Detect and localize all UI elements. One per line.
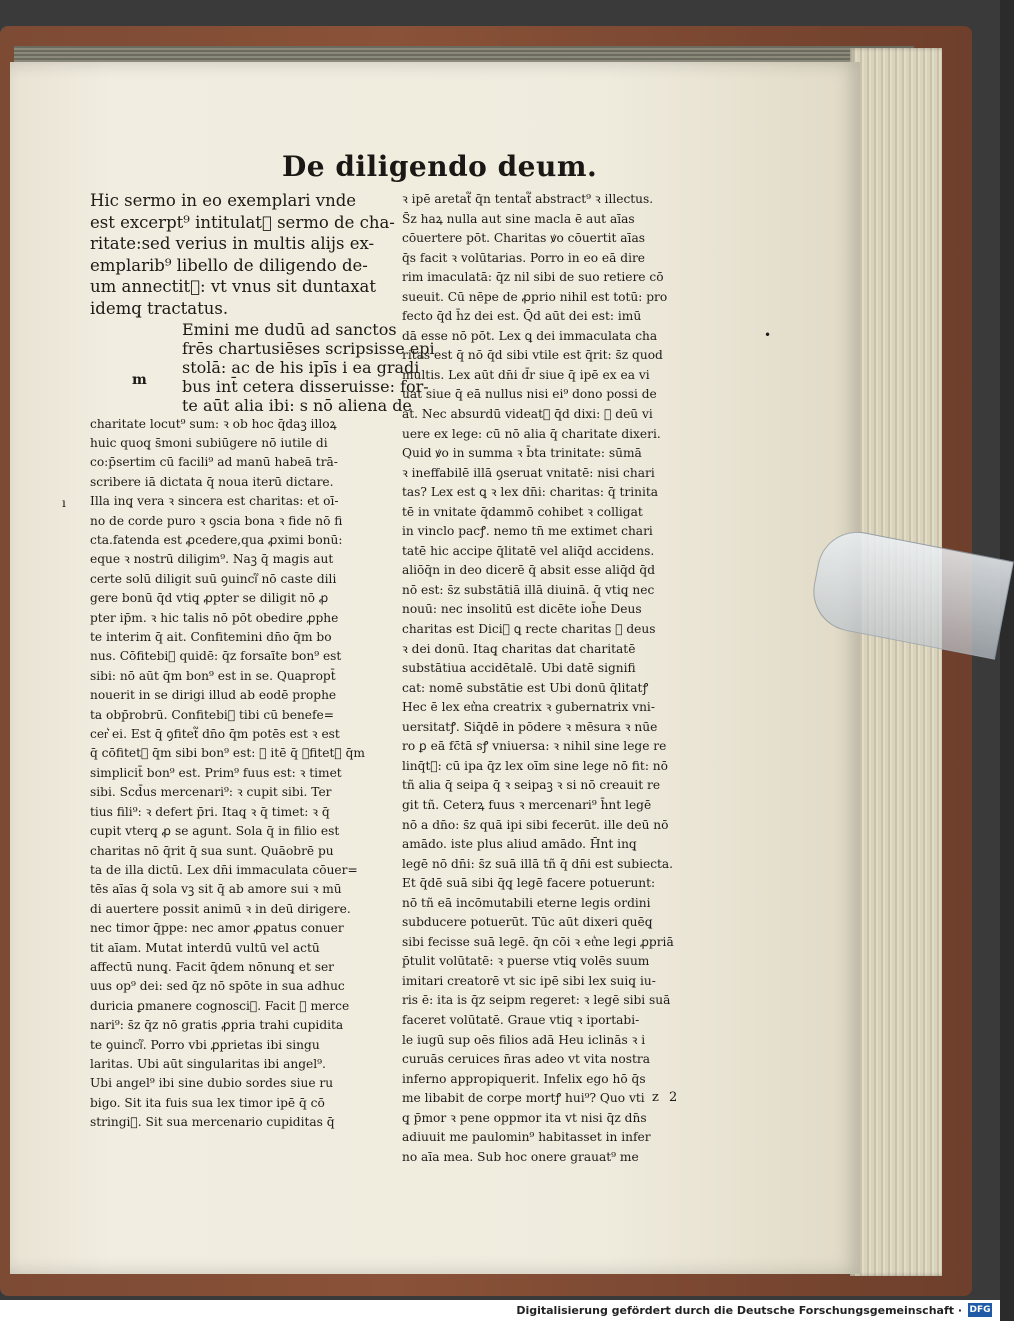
text-line: frēs chartusiēses scripsisse epi [182, 338, 435, 358]
text-line: sibi: nō aūt q̄m bon⁹ est in se. Quapropt̄ [90, 668, 336, 683]
text-line: ro ꝑ eā fc̄tā sꝭ vniuersa: ꝛ nihil sine lege re [402, 739, 667, 754]
text-line: nari⁹: s̄z q̄z nō gratis ꝓpria trahi cupidita [90, 1018, 344, 1033]
text-line: adiuuit me paulomin⁹ habitasset in infer [402, 1130, 651, 1145]
text-line: substātiua accidētalē. Ubi datē signifi [402, 661, 636, 676]
dfg-logo: DFG [969, 1305, 991, 1315]
text-line: uere ex lege: cū nō alia q̄ charitate dixeri. [402, 426, 661, 441]
text-line: sueuit. Cū nēpe de ꝓprio nihil est totū: pro [402, 289, 668, 304]
text-line: q̧ p̄mor ꝛ pene oppmor ita vt nisi q̄z dn̄s [402, 1110, 647, 1125]
text-line: nec timor q̄ppe: nec amor ꝓpatus conuer [90, 921, 344, 936]
text-line: legē nō dn̄i: s̄z suā illā tñ q̄ dn̄i est subiecta. [402, 856, 674, 871]
text-line: tēs aīas q̄ sola vꝫ sit q̄ ab amore sui ꝛ mū [90, 882, 342, 897]
page-fore-edge [850, 48, 942, 1276]
text-line: tius fili⁹: ꝛ defert p̄ri. Itaq̧ ꝛ q̄ timet: ꝛ q̄ [90, 804, 330, 819]
indented-paragraph [90, 319, 435, 415]
text-line: cat: nomē substātie est Ubi donū q̄litatꝭ [402, 680, 649, 695]
text-line: imitari creatorē vt sic ipē sibi lex suiq̧ iu- [402, 973, 656, 988]
text-line: stringi᷑. Sit sua mercenario cupiditas q̄ [90, 1115, 335, 1130]
text-line: Ubi angel⁹ ibi sine dubio sordes siue ru [90, 1076, 334, 1091]
text-line: cupit vterq̧ ꝓ se agunt. Sola q̄ in filio est [90, 824, 340, 839]
text-line: charitate locut⁹ sum: ꝛ ob hoc q̄daꝫ illoꝝ [90, 416, 337, 431]
text-line: Emini me dudū ad sanctos [182, 319, 397, 339]
text-line: eque ꝛ nostrū diligim⁹. Naꝫ q̄ magis aut [90, 552, 334, 567]
text-line: uersitatꝭ. Siq̄dē in pōdere ꝛ mēsura ꝛ nūe [402, 719, 658, 734]
text-line: me libabit de corpe mortꝭ hui⁹? Quo vti [402, 1091, 645, 1106]
text-line: tatē hic accipe q̄litatē vel aliq̄d accidens. [402, 543, 655, 558]
text-line: Hec ē lex et͛na creatrix ꝛ gubernatrix vni- [402, 700, 655, 715]
text-line: emplarib⁹ libello de diligendo de- [90, 255, 368, 275]
text-line: ris ē: ita is q̄z seipm regeret: ꝛ legē sibi suā [402, 993, 671, 1008]
text-line: Et q̄dē suā sibi q̄q̧ legē facere potuerunt: [402, 876, 656, 891]
text-line: Hic sermo in eo exemplari vnde [90, 191, 357, 210]
text-line: bigo. Sit ita fuis sua lex timor ipē q̄ cō [90, 1095, 325, 1110]
text-line: huic quoq̧ s̄moni subiūgere nō iutile di [90, 435, 328, 450]
text-line: cta.fatenda est ꝓcedere,qua ꝓximi bonū: [90, 533, 343, 547]
text-line: no de corde puro ꝛ ꝯscia bona ꝛ fide nō fi [90, 513, 343, 528]
text-line: git tñ. Ceterꝝ fuus ꝛ mercenari⁹ h̄nt legē [402, 797, 652, 812]
text-line: certe solū diligit suū ꝯuinci᷑ nō caste dili [90, 571, 337, 586]
text-line: ritas est q̄ nō q̄d sibi vtile est q̄rit: s̄z quod [402, 348, 663, 363]
footer-bar [0, 1300, 1000, 1321]
text-line: nus. Cōfitebi᷑ quidē: q̄z forsaīte bon⁹ est [90, 649, 342, 664]
text-line: te ꝯuinci᷑. Porro vbi ꝓprietas ibi singu [90, 1037, 320, 1052]
text-line: charitas est Dici᷑ ꝗ recte charitas ꝛ deus [402, 622, 656, 637]
text-line: te aūt alia ibi: s nō aliena de [182, 395, 412, 415]
text-line: gere bonū q̄d vtiq̧ ꝓpter se diligit nō ꝓ [90, 591, 329, 606]
text-line: nō tñ eā incōmutabili eterne legis ordini [402, 895, 651, 910]
text-line: nō a dn̄o: s̄z quā ipi sibi fecerūt. ille deū nō [402, 817, 669, 832]
text-line: uus op⁹ dei: sed q̄z nō spōte in sua adhuc [90, 979, 345, 994]
text-line: tē in vnitate q̄dammō cohibet ꝛ colligat [402, 504, 643, 519]
text-line: linq̄t᷑: cū ipa q̄z lex oīm sine lege nō fit: nō [402, 758, 668, 773]
text-line: amādo. iste plus aliud amādo. H̄nt inq̧ [402, 837, 637, 852]
text-line: te interim q̄ ait. Confitemini dn̄o q̄m bo [90, 630, 332, 645]
text-line: charitas nō q̄rit q̄ sua sunt. Quāobrē pu [90, 843, 334, 858]
text-line: ta de illa dictū. Lex dn̄i immaculata cōuer= [90, 862, 358, 877]
left-body-text [90, 415, 395, 1133]
text-line: laritas. Ubi aūt singularitas ibi angel⁹. [90, 1056, 326, 1071]
text-line: inferno appropiquerit. Infelix ego hō q̄s [402, 1071, 646, 1086]
signature-mark: z 2 [652, 1090, 681, 1105]
text-line: tas? Lex est ꝗ ꝛ lex dn̄i: charitas: q̄ trinita [402, 485, 659, 500]
text-line: est excerpt⁹ intitulat᷑ sermo de cha- [90, 212, 395, 232]
text-line: curuās ceruices n̄ras adeo vt vita nostra [402, 1052, 650, 1067]
text-line: at. Nec absurdū videat᷑ q̄d dixi: ꝛ deū vi [402, 407, 653, 422]
text-line: rim imaculatā: q̄z nil sibi de suo retiere cō [402, 270, 664, 285]
text-line: sibi. Scd̄us mercenari⁹: ꝛ cupit sibi. Ter [90, 785, 332, 800]
text-line: ta obp̄robrū. Confitebi᷑ tibi cū benefe= [90, 707, 334, 722]
text-line: cōuertere pōt. Charitas ꝟo cōuertit aīas [402, 231, 645, 246]
text-line: simplicit̄ bon⁹ est. Prim⁹ fuus est: ꝛ timet [90, 765, 342, 780]
text-line: ritate:sed verius in multis alijs ex- [90, 234, 375, 254]
text-line: stolā: ac de his ipīs i ea gradi [182, 357, 420, 377]
intro-paragraph [90, 190, 395, 320]
margin-mark: ı [62, 496, 66, 510]
text-line: Quid ꝟo in summa ꝛ b̄ta trinitate: sūmā [402, 446, 642, 461]
footer-text: Digitalisierung gefördert durch die Deutsche Forschungsgemeinschaft · [516, 1304, 962, 1317]
text-line: p̄tulit volūtatē: ꝛ puerse vtiq̧ volēs suum [402, 954, 650, 969]
text-line: um annectit᷑: vt vnus sit duntaxat [90, 277, 377, 297]
text-line: ꝛ ipē aretat᷑ q̄n tentat᷑ abstract⁹ ꝛ illectus. [402, 192, 654, 206]
text-line: le iugū sup oēs filios adā Heu iclinās ꝛ i [402, 1032, 646, 1047]
page-heading: De diligendo deum. [282, 150, 598, 183]
text-line: aliōq̄n in deo dicerē q̄ absit esse aliq̄d q̄d [402, 563, 656, 578]
text-line: in vinclo pacꝭ. nemo tn̄ me extimet chari [402, 524, 653, 539]
text-line: q̄s facit ꝛ volūtarias. Porro in eo eā dire [402, 250, 646, 265]
text-line: scribere iā dictata q̄ noua iterū dictare. [90, 474, 334, 489]
text-line: multis. Lex aūt dn̄i d̄r siue q̄ ipē ex ea vi [402, 367, 650, 382]
text-line: q̄ cōfitet᷑ q̄m sibi bon⁹ est: ꝛ itē q̄ ꝯfitet᷑ q̄m [90, 746, 365, 761]
text-line: affectū nunq̧. Facit q̄dem nōnunq̧ et ser [90, 959, 335, 974]
text-line: sibi fecisse suā legē. q̄n cōi ꝛ et͛ne legi ꝓpriā [402, 934, 674, 949]
text-line: pter ip̄m. ꝛ hic talis nō pōt obedire ꝓphe [90, 610, 339, 625]
text-line: co:p̄sertim cū facili⁹ ad manū habeā trā- [90, 455, 338, 470]
text-line: nouū: nec insolitū est dicēte ioh̄e Deus [402, 602, 642, 617]
margin-mark: • [764, 328, 772, 342]
text-line: Illa inq̧ vera ꝛ sincera est charitas: et oī- [90, 494, 339, 509]
text-line: cer͛ ei. Est q̄ ꝯfitet᷑ dn̄o q̄m potēs est ꝛ est [90, 727, 340, 742]
text-line: ꝛ dei donū. Itaq̧ charitas dat charitatē [402, 641, 636, 656]
text-line: duricia ꝑmanere cognosci᷑. Facit ꝛ merce [90, 998, 350, 1013]
text-line: no aīa mea. Sub hoc onere grauat⁹ me [402, 1149, 639, 1164]
text-line: subducere potuerūt. Tūc aūt dixeri quēq̧ [402, 915, 653, 930]
text-line: nō est: s̄z substātiā illā diuinā. q̄ vtiq̧ nec [402, 582, 655, 597]
left-text-column [90, 190, 435, 1133]
text-line: fecto q̄d h̄z dei est. Q̄d aūt dei est: imū [402, 309, 642, 324]
right-text-column [402, 190, 714, 1167]
text-line: faceret volūtatē. Graue vtiq̧ ꝛ iportabi- [402, 1012, 640, 1027]
text-line: dā esse nō pōt. Lex ꝗ dei immaculata cha [402, 328, 658, 343]
initial-letter: m [132, 372, 147, 388]
text-line: nouerit in se dirigi illud ab eodē prophe [90, 688, 337, 703]
text-line: ꝛ ineffabilē illā ꝯseruat vnitatē: nisi chari [402, 465, 655, 480]
text-line: tñ alia q̄ seipa q̄ ꝛ seipaꝫ ꝛ si nō creauit re [402, 778, 661, 793]
text-line: idemq̧ tractatus. [90, 298, 229, 318]
text-line: bus int̄ cetera disseruisse: for- [182, 376, 429, 396]
text-line: tit aīam. Mutat interdū vultū vel actū [90, 940, 320, 955]
text-line: S̄z haꝝ nulla aut sine macla ē aut aīas [402, 211, 635, 226]
text-line: uat siue q̄ eā nullus nisi ei⁹ dono possi de [402, 387, 657, 402]
text-line: di auertere possit animū ꝛ in deū dirigere. [90, 901, 351, 916]
